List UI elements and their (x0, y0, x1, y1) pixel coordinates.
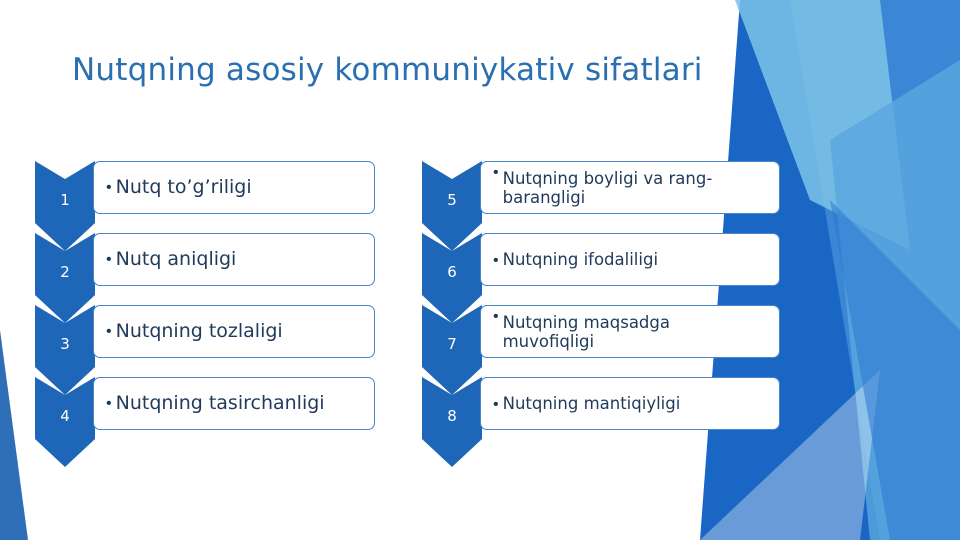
item-number: 5 (447, 191, 457, 209)
item-label: Nutqning mantiqiyligi (502, 394, 681, 414)
item-box (93, 377, 375, 430)
item-label: Nutqning tasirchanligi (115, 391, 325, 414)
item-label: Nutqning ifodaliligi (502, 250, 659, 270)
item-box (480, 233, 780, 286)
item-label: Nutq to’g’riligi (115, 175, 252, 198)
item-number: 1 (60, 191, 70, 209)
bullet-icon: • (106, 322, 112, 340)
item-number: 8 (447, 407, 457, 425)
bullet-icon: • (493, 251, 499, 269)
bullet-icon: • (106, 178, 112, 196)
item-label: Nutqning boyligi va rang-barangligi (502, 169, 713, 207)
item-label: Nutqning maqsadga muvofiqligi (502, 313, 670, 351)
item-number: 4 (60, 407, 70, 425)
bullet-icon: • (493, 164, 499, 181)
bullet-icon: • (106, 250, 112, 268)
bullet-icon: • (106, 394, 112, 412)
item-number: 6 (447, 263, 457, 281)
item-number: 2 (60, 263, 70, 281)
item-number: 3 (60, 335, 70, 353)
bullet-icon: • (493, 395, 499, 413)
item-box (480, 377, 780, 430)
decor-left-wedge (0, 330, 28, 540)
slide-title: Nutqning asosiy kommuniykativ sifatlari (72, 52, 703, 88)
item-box (93, 161, 375, 214)
item-box (93, 233, 375, 286)
list-item-4 (35, 377, 385, 467)
item-box (480, 161, 780, 214)
list-item-8 (422, 377, 772, 467)
item-label: Nutqning tozlaligi (115, 319, 283, 342)
item-number: 7 (447, 335, 457, 353)
item-box (93, 305, 375, 358)
item-box (480, 305, 780, 358)
item-label: Nutq aniqligi (115, 247, 237, 270)
bullet-icon: • (493, 308, 499, 325)
